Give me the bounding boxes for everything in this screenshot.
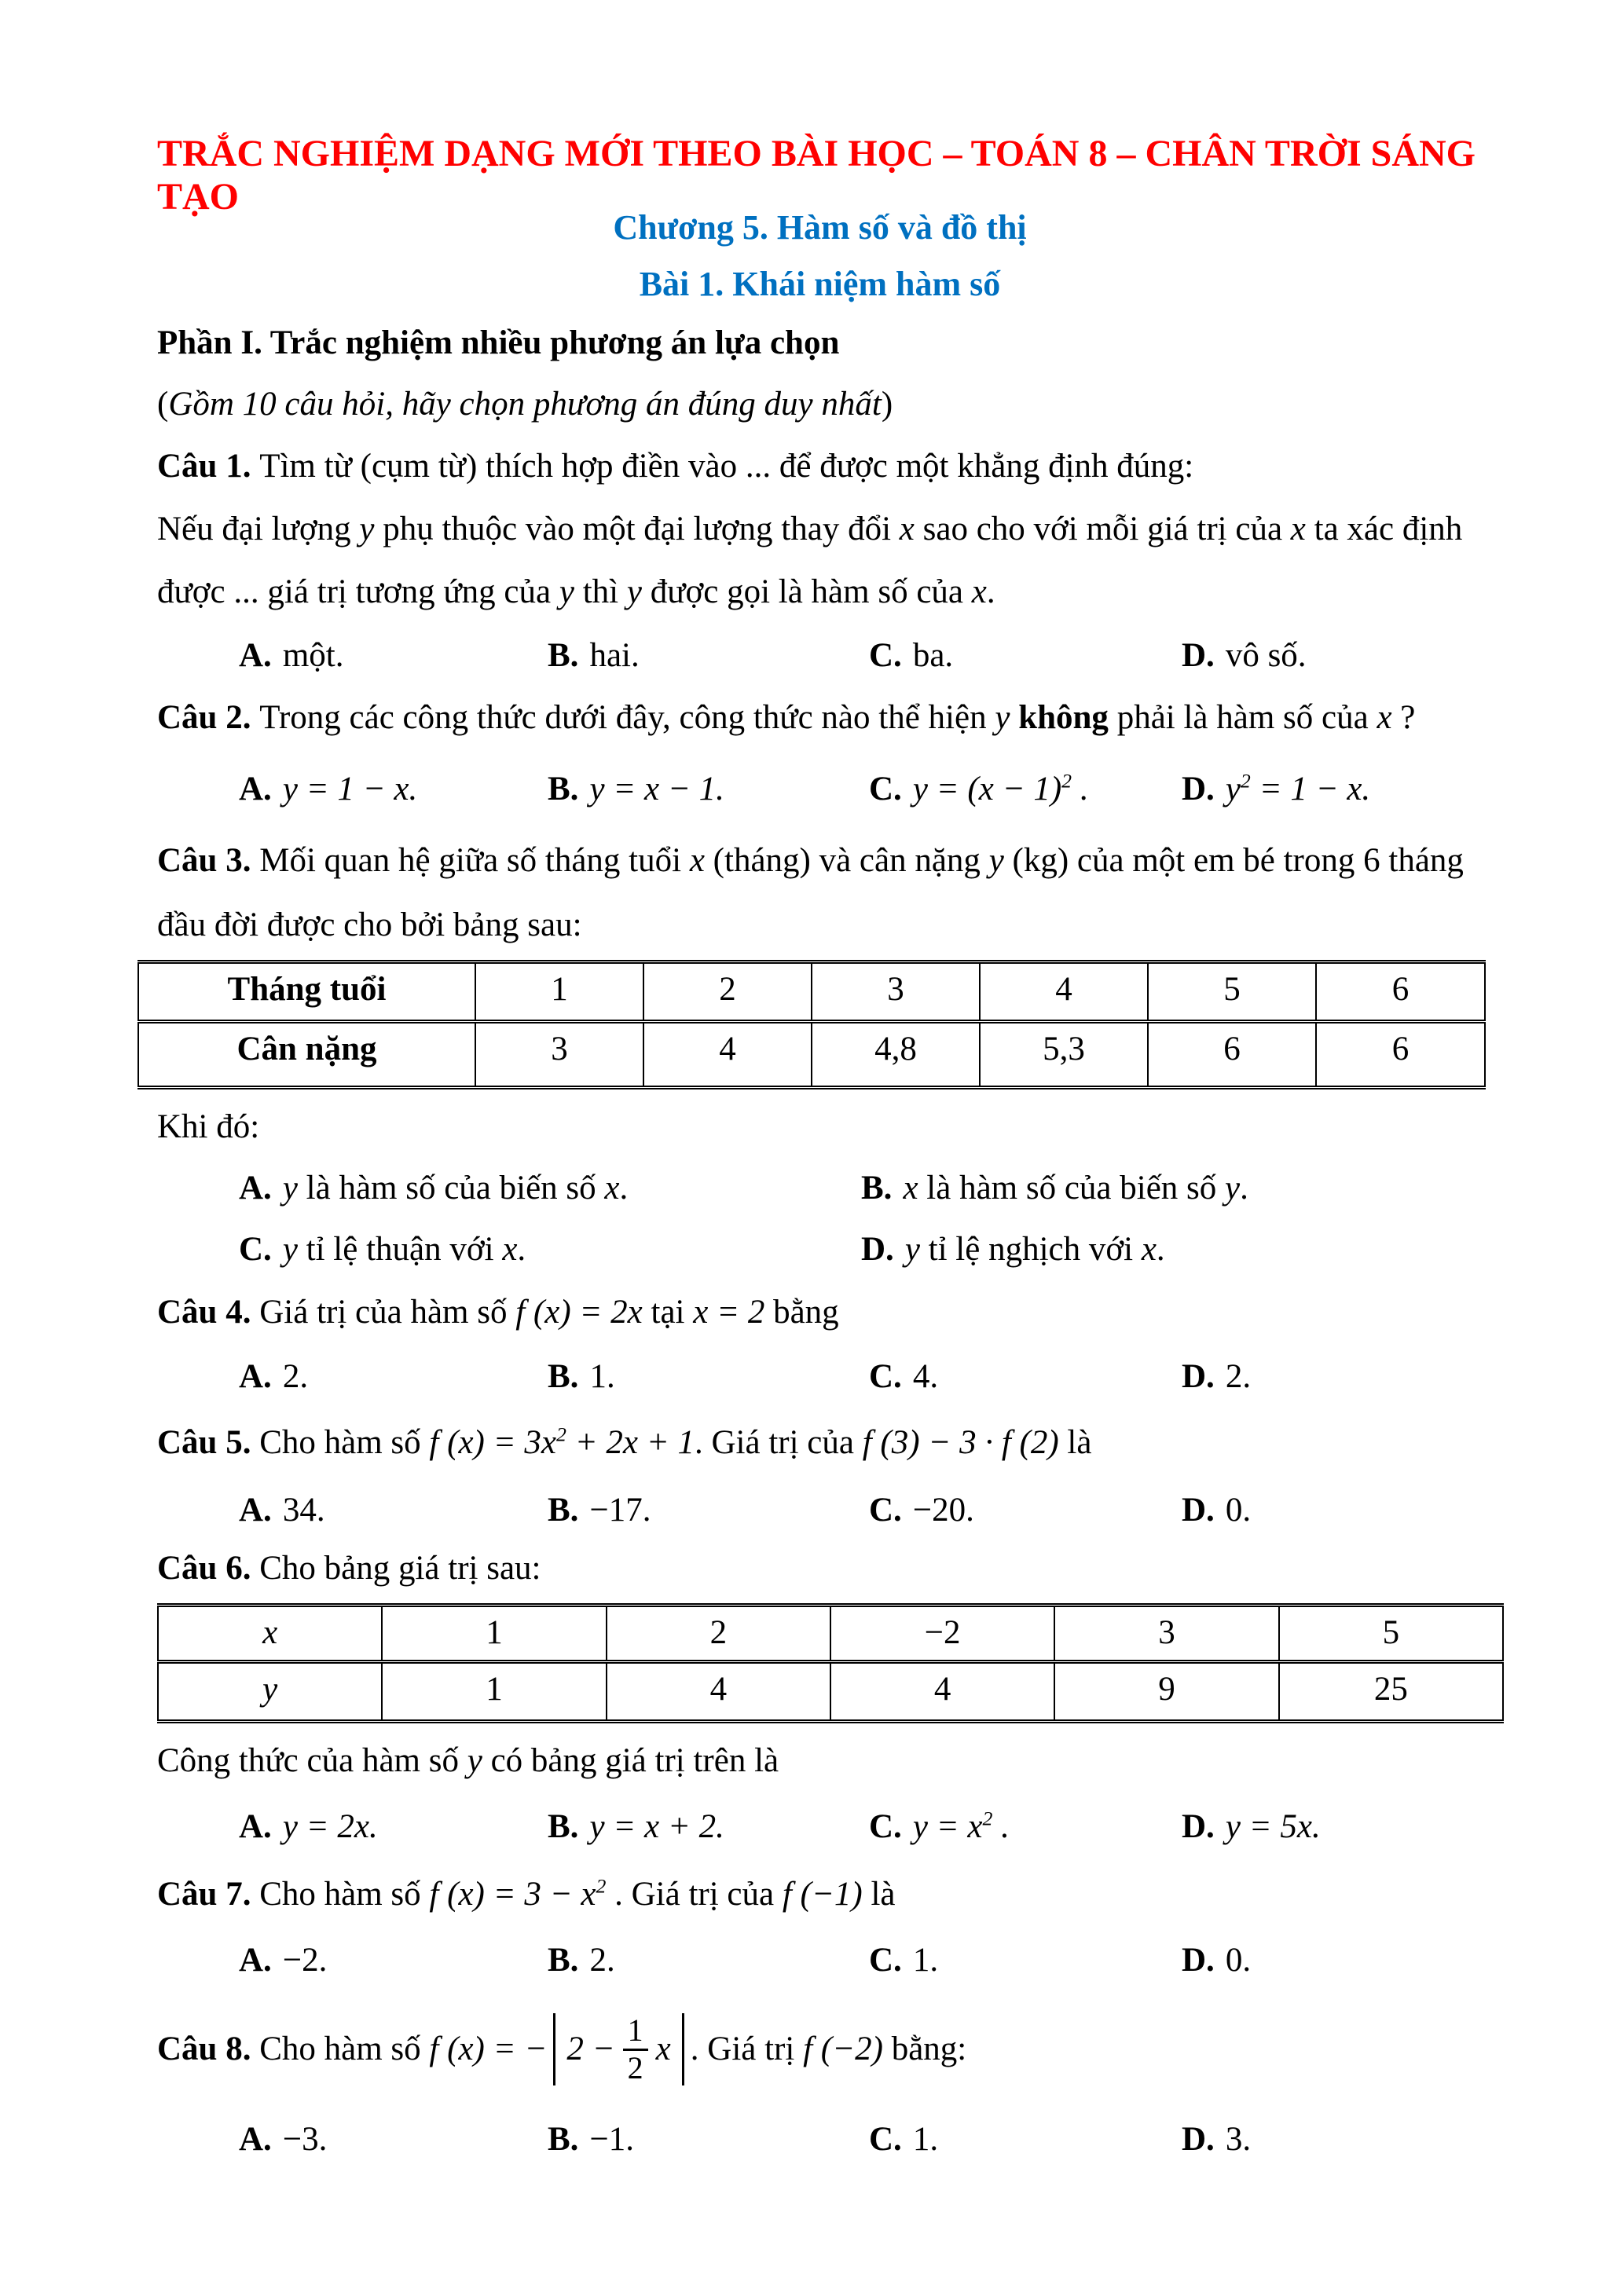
option-c-text: $y = x^2$ . (912, 1807, 1010, 1845)
question-1-text: Câu 1. Tìm từ (cụm từ) thích hợp điền vào ... để được một khẳng định đúng: (157, 448, 1194, 485)
question-1-option-c (869, 636, 1182, 675)
option-a-label: A. (239, 770, 272, 807)
question-2-option-a (239, 770, 548, 808)
question-3-option-d (861, 1230, 1483, 1269)
table-cell: 2 (607, 1606, 830, 1662)
option-c-label: C. (869, 1357, 902, 1395)
option-d-text: y = 5x. (1225, 1807, 1321, 1845)
option-b-text: −17. (589, 1491, 651, 1529)
option-c-label: C. (869, 1807, 902, 1845)
question-2-option-b (548, 770, 869, 808)
question-6-text: Câu 6. Cho bảng giá trị sau: (157, 1550, 541, 1587)
section-note-text: (Gồm 10 câu hỏi, hãy chọn phương án đúng duy nhất) (157, 386, 893, 423)
table-cell: 4 (607, 1662, 830, 1722)
table-cell: y (158, 1662, 382, 1722)
option-b-text: y = x − 1. (589, 770, 724, 807)
option-d-label: D. (1182, 1807, 1215, 1845)
question-5-option-b (548, 1491, 869, 1529)
option-a-text: y là hàm số của biến số x. (282, 1169, 629, 1207)
question-1-line-3 (157, 561, 1483, 624)
question-1-option-d (1182, 636, 1483, 675)
document-title-text: TRẮC NGHIỆM DẠNG MỚI THEO BÀI HỌC – TOÁN 8 – CHÂN TRỜI SÁNG TẠO (157, 132, 1476, 218)
question-1-line-2 (157, 498, 1483, 561)
option-c-text: y tỉ lệ thuận với x. (282, 1230, 526, 1268)
question-5-option-a (239, 1491, 548, 1529)
option-b-label: B. (861, 1169, 893, 1207)
option-d-label: D. (1182, 1941, 1215, 1979)
option-b-label: B. (548, 2120, 579, 2158)
option-d-text: 0. (1225, 1491, 1252, 1529)
question-1-text-2: Nếu đại lượng y phụ thuộc vào một đại lượng thay đổi x sao cho với mỗi giá trị của x ta xác định (157, 511, 1463, 548)
question-7-option-d (1182, 1941, 1483, 1979)
question-6-option-b (548, 1807, 869, 1846)
option-d-label: D. (1182, 2120, 1215, 2158)
question-3-text-2: đầu đời được cho bởi bảng sau: (157, 906, 582, 944)
table-cell: 5,3 (980, 1022, 1148, 1088)
question-3-option-c (239, 1230, 861, 1269)
question-7-option-a (239, 1941, 548, 1979)
question-4-line-1 (157, 1280, 1483, 1346)
question-8-option-c (869, 2120, 1182, 2159)
question-1-line-1 (157, 435, 1483, 498)
question-7-options (157, 1929, 1483, 1990)
section-heading-text: Phần I. Trắc nghiệm nhiều phương án lựa chọn (157, 324, 840, 362)
option-b-text: x là hàm số của biến số y. (903, 1169, 1248, 1207)
option-c-text: ba. (912, 636, 954, 674)
option-a-text: −2. (282, 1941, 328, 1979)
option-a-label: A. (239, 1169, 272, 1207)
question-3-options-ab (157, 1157, 1483, 1218)
question-2-text: Câu 2. Trong các công thức dưới đây, công thức nào thể hiện y không phải là hàm số của x ? (157, 699, 1416, 737)
table-cell: 9 (1054, 1662, 1278, 1722)
table-row-months (138, 962, 1485, 1022)
table-cell: 3 (475, 1022, 643, 1088)
fraction-numerator: 1 (627, 2012, 643, 2048)
question-8-text-post: . Giá trị f (−2) bằng: (690, 2031, 967, 2068)
option-a-text: −3. (282, 2120, 328, 2158)
question-4-option-b (548, 1357, 869, 1396)
table-cell: 6 (1316, 962, 1485, 1022)
option-b-label: B. (548, 1941, 579, 1979)
option-a-label: A. (239, 2120, 272, 2158)
question-3-text: Câu 3. Mối quan hệ giữa số tháng tuổi x (tháng) và cân nặng y (kg) của một em bé trong 6 tháng (157, 842, 1464, 880)
option-d-label: D. (1182, 1491, 1215, 1529)
option-a-label: A. (239, 1941, 272, 1979)
table-cell: 25 (1279, 1662, 1503, 1722)
question-6-option-c (869, 1807, 1182, 1846)
table-cell: Tháng tuổi (138, 962, 475, 1022)
abs-variable: x (655, 2031, 671, 2068)
question-5-options (157, 1479, 1483, 1540)
option-d-text: vô số. (1225, 636, 1307, 674)
table-cell: 2 (643, 962, 812, 1022)
absolute-value-expression (553, 2013, 684, 2086)
question-6-after-text: Công thức của hàm số y có bảng giá trị trên là (157, 1742, 779, 1780)
question-8-option-a (239, 2120, 548, 2159)
question-8-line-1 (157, 1990, 1483, 2108)
question-7-option-b (548, 1941, 869, 1979)
question-8-option-b (548, 2120, 869, 2159)
option-a-text: một. (282, 636, 344, 674)
table-cell: 5 (1148, 962, 1316, 1022)
question-5-option-d (1182, 1491, 1483, 1529)
question-8-option-d (1182, 2120, 1483, 2159)
table-cell: 1 (475, 962, 643, 1022)
question-7-line-1 (157, 1860, 1483, 1929)
option-a-text: 2. (282, 1357, 309, 1395)
option-a-label: A. (239, 1491, 272, 1529)
option-c-label: C. (869, 1491, 902, 1529)
section-heading (157, 313, 1483, 374)
table-cell: 1 (382, 1662, 606, 1722)
question-2-option-c (869, 770, 1182, 808)
question-7-text: Câu 7. Cho hàm số f $(x) = 3 - x^2$ . Giá trị của f (−1) là (157, 1874, 896, 1913)
question-3-option-a (239, 1169, 861, 1207)
option-b-text: 2. (589, 1941, 615, 1979)
table-cell: 3 (1054, 1606, 1278, 1662)
option-c-text: 4. (912, 1357, 939, 1395)
question-3-after-text: Khi đó: (157, 1108, 260, 1146)
table-cell: 5 (1279, 1606, 1503, 1662)
question-2-line-1 (157, 687, 1483, 749)
option-a-label: A. (239, 636, 272, 674)
option-d-text: 0. (1225, 1941, 1252, 1979)
question-6-options (157, 1792, 1483, 1860)
option-d-label: D. (1182, 770, 1215, 807)
option-d-label: D. (861, 1230, 894, 1268)
table-cell: x (158, 1606, 382, 1662)
option-b-text: 1. (589, 1357, 615, 1395)
question-5-text: Câu 5. Cho hàm số f $(x) = 3x^2 + 2x + 1$. Giá trị của f (3) − 3 · f (2) là (157, 1423, 1092, 1462)
option-d-text: $y^2 = 1 - x$. (1225, 769, 1371, 807)
table-cell: 6 (1148, 1022, 1316, 1088)
option-c-label: C. (869, 2120, 902, 2158)
question-1-text-3: được ... giá trị tương ứng của y thì y được gọi là hàm số của x. (157, 573, 995, 611)
question-1-option-a (239, 636, 548, 675)
question-8-options (157, 2108, 1483, 2170)
option-c-label: C. (869, 636, 902, 674)
table-cell: 4,8 (812, 1022, 980, 1088)
age-weight-table (137, 960, 1486, 1089)
option-d-text: 3. (1225, 2120, 1252, 2158)
table-row-weight (138, 1022, 1485, 1088)
question-3-option-b (861, 1169, 1483, 1207)
question-6-after-table (157, 1730, 1483, 1792)
option-d-text: y tỉ lệ nghịch với x. (904, 1230, 1165, 1268)
option-b-label: B. (548, 1357, 579, 1395)
section-note (157, 374, 1483, 435)
table-row-x (158, 1606, 1503, 1662)
option-a-text: y = 1 − x. (282, 770, 418, 807)
question-3-line-1 (157, 828, 1483, 894)
option-a-text: 34. (282, 1491, 325, 1529)
option-a-label: A. (239, 1357, 272, 1395)
table-cell: 4 (830, 1662, 1054, 1722)
question-1-option-b (548, 636, 869, 675)
question-4-text: Câu 4. Giá trị của hàm số f (x) = 2x tại x = 2 bằng (157, 1294, 839, 1331)
option-b-label: B. (548, 1807, 579, 1845)
question-5-option-c (869, 1491, 1182, 1529)
table-cell: 6 (1316, 1022, 1485, 1088)
option-a-text: y = 2x. (282, 1807, 378, 1845)
option-d-label: D. (1182, 1357, 1215, 1395)
question-4-option-c (869, 1357, 1182, 1396)
question-3-after-table (157, 1097, 1483, 1157)
table-cell: 4 (643, 1022, 812, 1088)
table-cell: 3 (812, 962, 980, 1022)
option-b-text: y = x + 2. (589, 1807, 724, 1845)
question-2-options (157, 749, 1483, 828)
option-c-label: C. (869, 1941, 902, 1979)
option-b-text: −1. (589, 2120, 634, 2158)
chapter-heading-text: Chương 5. Hàm số và đồ thị (613, 207, 1027, 247)
question-2-option-d (1182, 770, 1483, 808)
value-table (157, 1603, 1504, 1723)
option-b-label: B. (548, 770, 579, 807)
question-5-line-1 (157, 1407, 1483, 1479)
question-4-options (157, 1346, 1483, 1407)
question-6-option-a (239, 1807, 548, 1846)
question-8-text-pre: Câu 8. Cho hàm số f (x) = − (157, 2031, 548, 2068)
option-c-text: $y = (x - 1)^2$ . (912, 769, 1089, 807)
option-c-text: −20. (912, 1491, 974, 1529)
option-b-label: B. (548, 1491, 579, 1529)
option-c-text: 1. (912, 1941, 939, 1979)
lesson-heading-text: Bài 1. Khái niệm hàm số (639, 264, 1001, 303)
fraction-one-half (623, 2013, 648, 2086)
table-cell: −2 (830, 1606, 1054, 1662)
option-b-label: B. (548, 636, 579, 674)
document-title (157, 132, 1483, 218)
fraction-denominator: 2 (623, 2049, 648, 2086)
option-a-label: A. (239, 1807, 272, 1845)
question-7-option-c (869, 1941, 1182, 1979)
table-row-y (158, 1662, 1503, 1722)
abs-lead-term: 2 − (566, 2031, 615, 2068)
option-c-text: 1. (912, 2120, 939, 2158)
lesson-heading (157, 256, 1483, 313)
question-1-options (157, 624, 1483, 687)
table-cell: Cân nặng (138, 1022, 475, 1088)
option-b-text: hai. (589, 636, 640, 674)
question-4-option-d (1182, 1357, 1483, 1396)
question-4-option-a (239, 1357, 548, 1396)
table-cell: 1 (382, 1606, 606, 1662)
option-d-label: D. (1182, 636, 1215, 674)
question-3-line-2 (157, 894, 1483, 957)
option-d-text: 2. (1225, 1357, 1252, 1395)
option-c-label: C. (239, 1230, 272, 1268)
question-6-option-d (1182, 1807, 1483, 1846)
option-c-label: C. (869, 770, 902, 807)
question-6-line-1 (157, 1540, 1483, 1597)
question-3-options-cd (157, 1218, 1483, 1280)
table-cell: 4 (980, 962, 1148, 1022)
